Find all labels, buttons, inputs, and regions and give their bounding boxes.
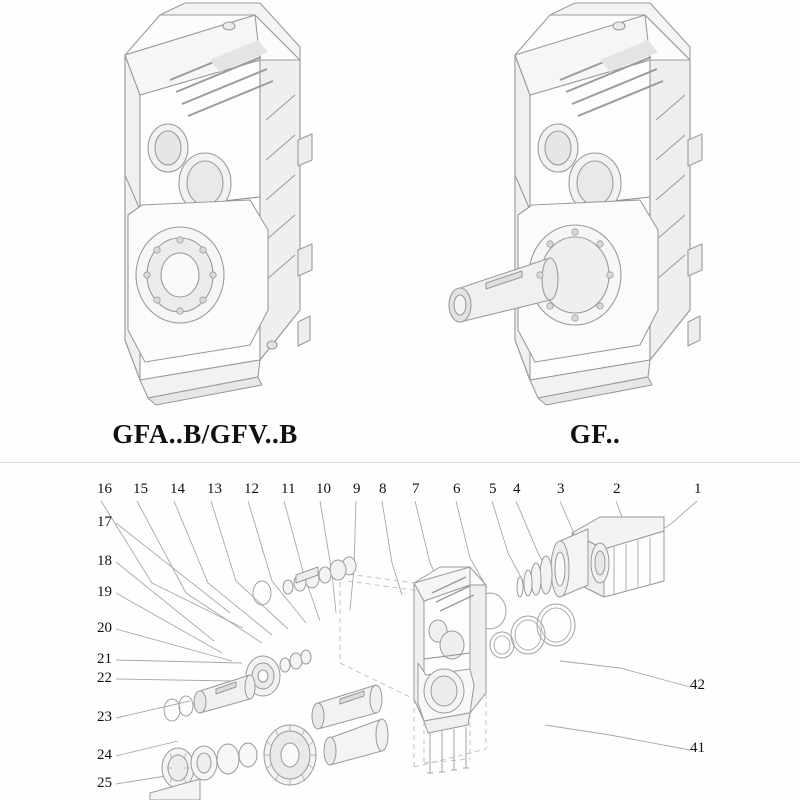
callout-41: 41 bbox=[690, 740, 705, 756]
exploded-view bbox=[0, 463, 800, 800]
exploded-line-drawing bbox=[0, 463, 800, 800]
callout-17: 17 bbox=[97, 514, 112, 530]
gearbox-unit-right bbox=[400, 0, 790, 460]
callout-10: 10 bbox=[316, 481, 331, 497]
callout-14: 14 bbox=[170, 481, 185, 497]
callout-5: 5 bbox=[489, 481, 497, 497]
gearbox-line-drawing-left bbox=[10, 0, 400, 420]
callout-21: 21 bbox=[97, 651, 112, 667]
gearbox-line-drawing-right bbox=[400, 0, 790, 420]
callout-25: 25 bbox=[97, 775, 112, 791]
callout-6: 6 bbox=[453, 481, 461, 497]
gearbox-unit-left bbox=[10, 0, 400, 460]
callout-16: 16 bbox=[97, 481, 112, 497]
callout-23: 23 bbox=[97, 709, 112, 725]
callout-2: 2 bbox=[613, 481, 621, 497]
callout-7: 7 bbox=[412, 481, 420, 497]
callout-12: 12 bbox=[244, 481, 259, 497]
callout-15: 15 bbox=[133, 481, 148, 497]
callout-24: 24 bbox=[97, 747, 112, 763]
callout-11: 11 bbox=[281, 481, 296, 497]
callout-19: 19 bbox=[97, 584, 112, 600]
callout-1: 1 bbox=[694, 481, 702, 497]
callout-13: 13 bbox=[207, 481, 222, 497]
caption-left: GFA..B/GFV..B bbox=[112, 419, 298, 449]
caption-right: GF.. bbox=[569, 419, 621, 449]
callout-3: 3 bbox=[557, 481, 565, 497]
callout-4: 4 bbox=[513, 481, 521, 497]
callout-18: 18 bbox=[97, 553, 112, 569]
callout-22: 22 bbox=[97, 670, 112, 686]
callout-20: 20 bbox=[97, 620, 112, 636]
callout-8: 8 bbox=[379, 481, 387, 497]
callout-42: 42 bbox=[690, 677, 705, 693]
callout-9: 9 bbox=[353, 481, 361, 497]
